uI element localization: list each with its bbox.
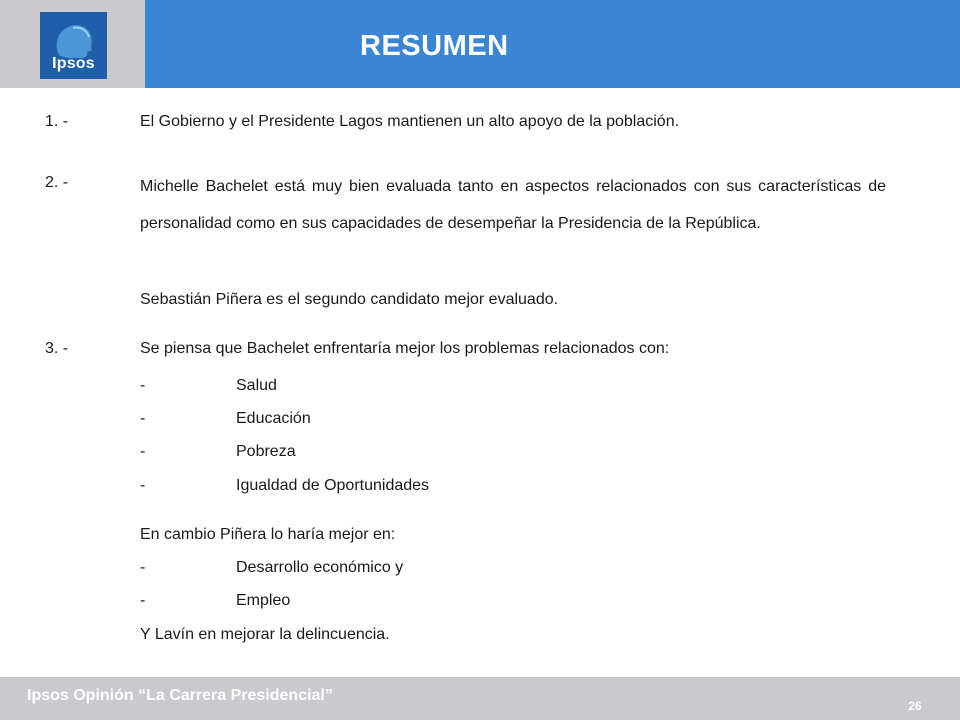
point-number-3: 3. - — [45, 340, 69, 357]
point-number-2: 2. - — [45, 174, 69, 191]
lavin-line: Y Lavín en mejorar la delincuencia. — [140, 626, 390, 643]
footer-bar — [0, 677, 960, 720]
page-number: 26 — [908, 699, 922, 713]
list-item: Empleo — [236, 592, 291, 609]
pinera-intro: En cambio Piñera lo haría mejor en: — [140, 526, 396, 543]
list-item: Igualdad de Oportunidades — [236, 477, 430, 494]
list-item: Salud — [236, 377, 277, 394]
list-dash: - — [140, 559, 146, 576]
logo-text: Ipsos — [52, 55, 95, 72]
point-2-extra: Sebastián Piñera es el segundo candidato mejor evaluado. — [140, 291, 559, 308]
list-dash: - — [140, 443, 146, 460]
list-dash: - — [140, 592, 146, 609]
list-item: Desarrollo económico y — [236, 559, 404, 576]
page-title: RESUMEN — [360, 30, 509, 62]
point-2-text: Michelle Bachelet está muy bien evaluada tanto en aspectos relacionados con sus características de personalidad como en sus capacidades de desempeñar la Presidencia de la República. — [140, 178, 886, 232]
list-item: Pobreza — [236, 443, 296, 460]
list-dash: - — [140, 377, 146, 394]
footer-text: Ipsos Opinión “La Carrera Presidencial” — [27, 687, 333, 704]
list-dash: - — [140, 410, 146, 427]
list-dash: - — [140, 477, 146, 494]
point-3-intro: Se piensa que Bachelet enfrentaría mejor los problemas relacionados con: — [140, 340, 670, 357]
point-1-text: El Gobierno y el Presidente Lagos mantienen un alto apoyo de la población. — [140, 113, 680, 130]
list-item: Educación — [236, 410, 311, 427]
point-number-1: 1. - — [45, 113, 69, 130]
